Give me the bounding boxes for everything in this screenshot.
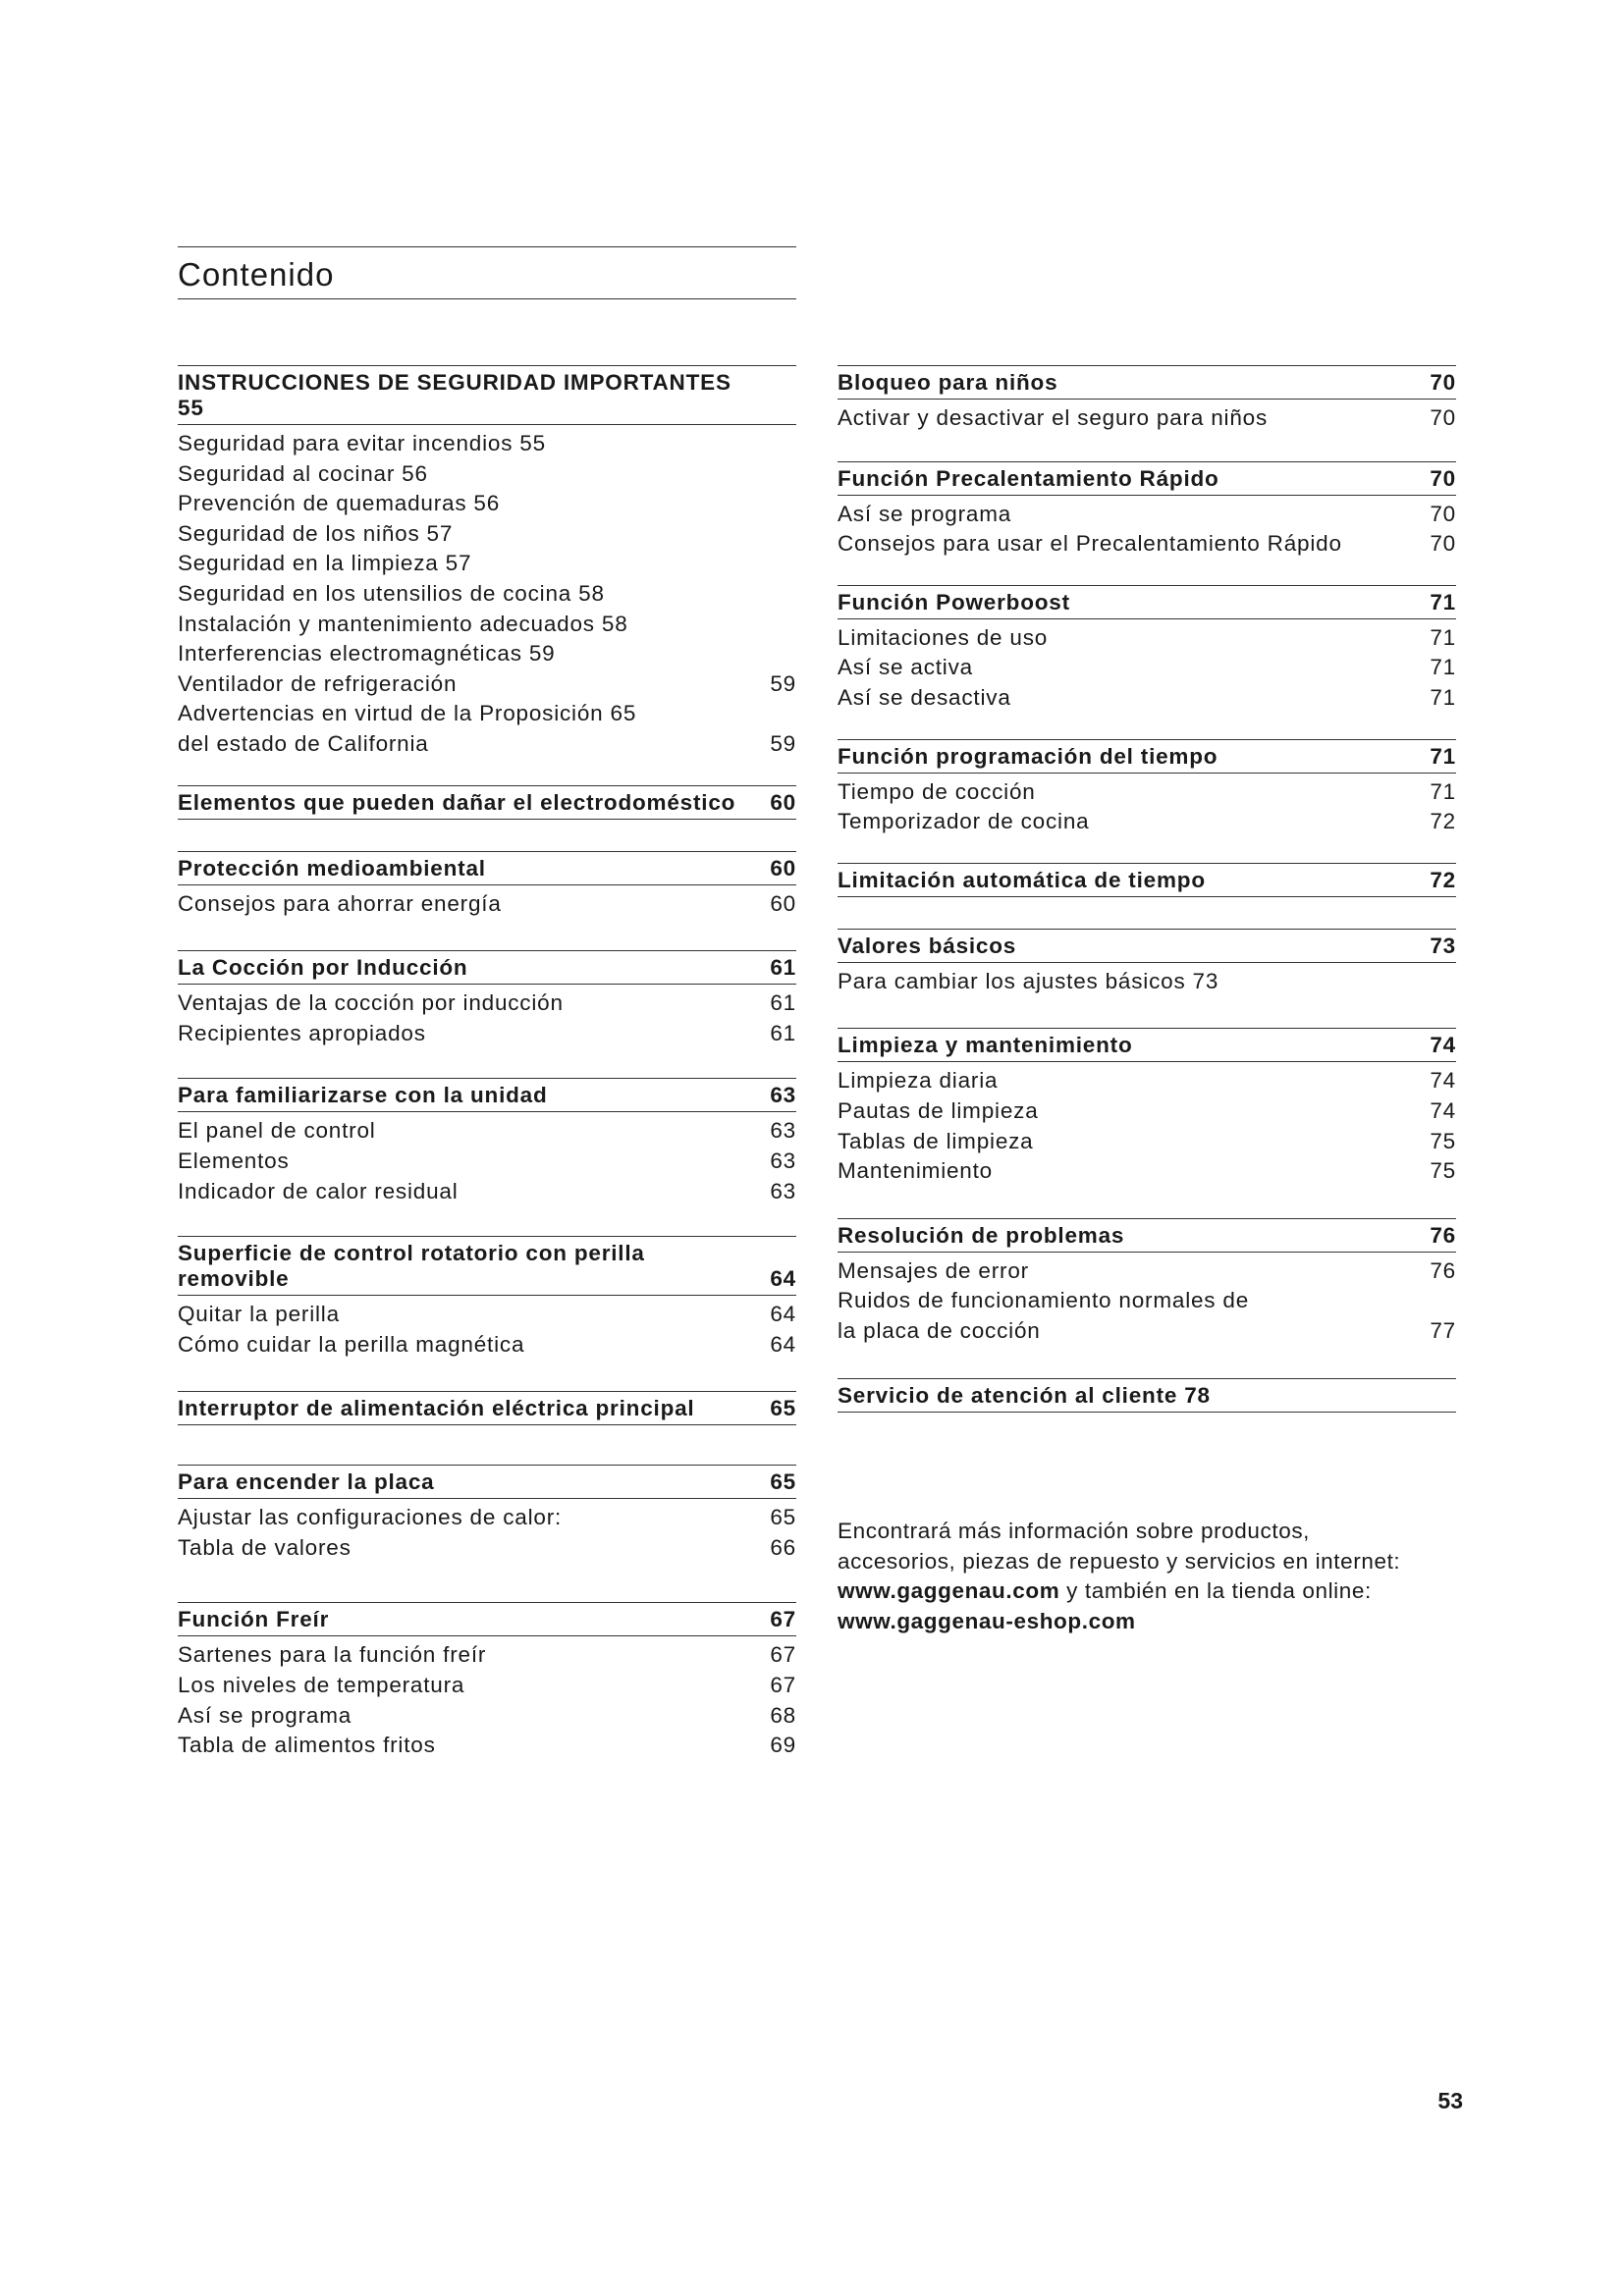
entry-page: 67 [770,1673,796,1698]
entry-title: Mantenimiento [838,1158,993,1184]
info-line-2: accesorios, piezas de repuesto y servicios en internet: [838,1548,1401,1574]
section-title: Servicio de atención al cliente 78 [838,1382,1211,1408]
info-line-4 [838,1607,1486,1637]
gaggenau-eshop-link[interactable]: www.gaggenau-eshop.com [838,1608,1136,1633]
toc-section [178,851,796,920]
toc-section-heading[interactable] [178,1602,796,1636]
section-page: 76 [1430,1222,1456,1248]
entry-page: 71 [1430,624,1456,650]
entry-page: 71 [1430,778,1456,804]
toc-section [838,1218,1456,1347]
entry-title: Tiempo de cocción [838,778,1036,804]
entry-page: 77 [1430,1317,1456,1343]
entry-title: Advertencias en virtud de la Proposición 65 [178,701,637,726]
toc-entry[interactable] [178,639,796,669]
toc-left-column [178,365,796,1761]
entry-title: Seguridad en la limpieza 57 [178,551,472,576]
toc-entry[interactable] [178,889,796,920]
entry-title: Consejos para usar el Precalentamiento Rápido [838,531,1342,557]
section-title: Interruptor de alimentación eléctrica principal [178,1396,695,1421]
entry-page: 59 [770,670,796,696]
entry-page: 63 [770,1118,796,1144]
toc-section-heading[interactable] [178,1465,796,1499]
entry-title: Seguridad de los niños 57 [178,520,454,546]
entry-page: 71 [1430,655,1456,680]
toc-entry[interactable] [178,1147,796,1177]
entry-page: 59 [770,730,796,756]
entry-page: 67 [770,1642,796,1668]
entry-page: 70 [1430,531,1456,557]
toc-entry[interactable] [178,1701,796,1732]
toc-entry[interactable] [178,519,796,550]
toc-entry[interactable] [838,1316,1456,1347]
toc-entry[interactable] [838,1156,1456,1187]
section-title: Función Powerboost [838,589,1070,614]
entry-title: Interferencias electromagnéticas 59 [178,641,556,667]
entry-page: 68 [770,1702,796,1728]
entry-title: Pautas de limpieza [838,1097,1039,1123]
entry-page: 71 [1430,684,1456,710]
entry-title: Recipientes apropiados [178,1020,426,1045]
section-title: Limpieza y mantenimiento [838,1033,1133,1058]
entry-title: Elementos [178,1148,290,1173]
entry-title: Tabla de valores [178,1534,352,1560]
entry-page: 74 [1430,1097,1456,1123]
section-title: Protección medioambiental [178,855,486,881]
toc-entry[interactable] [178,549,796,579]
entry-title: Temporizador de cocina [838,809,1090,834]
toc-right-column [838,365,1456,1413]
section-page: 63 [770,1083,796,1108]
toc-section [178,1602,796,1760]
toc-section [178,1465,796,1563]
section-page: 60 [770,855,796,881]
section-title: Limitación automática de tiempo [838,867,1206,892]
entry-page [757,639,796,669]
toc-entry[interactable] [178,1503,796,1533]
toc-entry[interactable] [178,729,796,760]
toc-section-heading[interactable] [838,863,1456,897]
entry-page: 63 [770,1148,796,1173]
section-page: 65 [770,1396,796,1421]
toc-entry[interactable] [838,653,1456,683]
toc-section [838,929,1456,997]
toc-section [838,585,1456,714]
toc-section [838,1028,1456,1186]
entry-page [1417,1286,1456,1316]
entry-title: Tablas de limpieza [838,1128,1034,1153]
toc-section-heading[interactable] [178,785,796,820]
toc-section-heading[interactable] [838,1378,1456,1413]
section-title: INSTRUCCIONES DE SEGURIDAD IMPORTANTES 55 [178,370,731,420]
entry-title: Quitar la perilla [178,1302,340,1327]
entry-title: Así se desactiva [838,684,1011,710]
toc-entry[interactable] [838,529,1456,560]
toc-section-heading[interactable] [838,739,1456,774]
toc-entry[interactable] [838,777,1456,808]
entry-page [757,549,796,579]
entry-page: 64 [770,1302,796,1327]
entry-title: Para cambiar los ajustes básicos 73 [838,968,1219,993]
toc-entry[interactable] [178,1731,796,1761]
page-title: Contenido [178,246,796,299]
toc-section-heading[interactable] [838,585,1456,619]
toc-section-heading[interactable] [838,1218,1456,1253]
entry-page [757,579,796,610]
entry-title: Activar y desactivar el seguro para niños [838,405,1268,430]
entry-title: Mensajes de error [838,1257,1029,1283]
toc-section [178,785,796,820]
entry-title: Ventilador de refrigeración [178,670,458,696]
section-page: 65 [770,1469,796,1495]
toc-section [838,1378,1456,1413]
entry-title: Ventajas de la cocción por inducción [178,990,564,1016]
toc-entry[interactable] [838,623,1456,654]
entry-page: 66 [770,1534,796,1560]
entry-title: del estado de California [178,730,429,756]
entry-page: 65 [770,1505,796,1530]
entry-title: Sartenes para la función freír [178,1642,487,1668]
toc-section [178,1236,796,1360]
toc-section [178,950,796,1048]
toc-section [178,1391,796,1425]
section-title: Para encender la placa [178,1469,435,1495]
toc-section [838,739,1456,837]
section-page: 64 [770,1266,796,1292]
toc-entry[interactable] [178,1116,796,1147]
toc-section-heading[interactable] [178,1236,796,1296]
entry-page: 72 [1430,809,1456,834]
toc-entry[interactable] [178,1330,796,1361]
section-title: Función Freír [178,1607,330,1632]
toc-section-heading[interactable] [838,461,1456,496]
entry-title: Seguridad al cocinar 56 [178,460,428,486]
gaggenau-link[interactable]: www.gaggenau.com [838,1578,1060,1604]
toc-entry[interactable] [178,1019,796,1049]
toc-entry[interactable] [178,1640,796,1671]
entry-page [757,610,796,640]
entry-title: Ruidos de funcionamiento normales de [838,1288,1250,1313]
entry-title: Así se programa [178,1702,352,1728]
toc-entry[interactable] [838,1066,1456,1096]
toc-section [178,1078,796,1206]
section-page: 60 [770,789,796,815]
entry-title: Limitaciones de uso [838,624,1049,650]
entry-page: 70 [1430,405,1456,430]
toc-section [838,863,1456,897]
toc-entry[interactable] [178,1177,796,1207]
toc-entry[interactable] [838,403,1456,434]
toc-entry[interactable] [838,967,1456,997]
entry-page [1417,967,1456,997]
section-title: Para familiarizarse con la unidad [178,1083,548,1108]
toc-entry[interactable] [838,500,1456,530]
toc-entry[interactable] [838,1096,1456,1127]
entry-page: 61 [770,1020,796,1045]
title-block [178,246,796,299]
toc-entry[interactable] [178,669,796,700]
toc-entry[interactable] [178,610,796,640]
section-title: Superficie de control rotatorio con perilla removible [178,1241,645,1292]
entry-title: Prevención de quemaduras 56 [178,491,501,516]
section-page: 71 [1430,589,1456,614]
entry-page [757,459,796,490]
entry-page: 74 [1430,1068,1456,1094]
entry-page: 75 [1430,1128,1456,1153]
section-title: Valores básicos [838,933,1017,958]
entry-title: la placa de cocción [838,1317,1041,1343]
entry-title: Indicador de calor residual [178,1178,459,1203]
section-page: 72 [1430,867,1456,892]
section-page: 67 [770,1607,796,1632]
entry-page: 64 [770,1331,796,1357]
toc-section [178,365,796,760]
section-page: 74 [1430,1033,1456,1058]
entry-page [757,699,796,729]
section-page: 70 [1430,370,1456,395]
toc-section-heading[interactable] [178,365,796,425]
entry-title: Limpieza diaria [838,1068,999,1094]
entry-title: Seguridad para evitar incendios 55 [178,431,546,455]
toc-section-heading[interactable] [838,929,1456,963]
toc-entry[interactable] [178,1300,796,1330]
page-number: 53 [1437,2088,1463,2113]
toc-entry[interactable] [838,1286,1456,1316]
toc-entry[interactable] [178,429,796,459]
section-title: Elementos que pueden dañar el electrodoméstico [178,789,736,815]
section-page: 73 [1430,933,1456,958]
section-title: Bloqueo para niños [838,370,1058,395]
info-line-1: Encontrará más información sobre productos, [838,1519,1311,1543]
entry-title: Seguridad en los utensilios de cocina 58 [178,580,605,606]
toc-entry[interactable] [838,683,1456,714]
entry-page: 70 [1430,501,1456,526]
toc-section [838,365,1456,434]
entry-title: Instalación y mantenimiento adecuados 58 [178,611,628,636]
entry-page: 63 [770,1178,796,1203]
entry-title: Ajustar las configuraciones de calor: [178,1505,563,1530]
section-title: Función programación del tiempo [838,743,1218,769]
info-line-3-suffix: y también en la tienda online: [1059,1578,1372,1604]
toc-section-heading[interactable] [838,1028,1456,1062]
toc-entry[interactable] [178,988,796,1019]
entry-page [757,519,796,550]
entry-page: 61 [770,990,796,1016]
toc-entry[interactable] [178,459,796,490]
entry-title: Cómo cuidar la perilla magnética [178,1331,525,1357]
entry-title: Consejos para ahorrar energía [178,890,502,916]
toc-section-heading[interactable] [178,851,796,885]
toc-entry[interactable] [178,1533,796,1564]
toc-section-heading[interactable] [178,1391,796,1425]
toc-section-heading[interactable] [178,1078,796,1112]
section-title: Función Precalentamiento Rápido [838,465,1219,491]
entry-title: Tabla de alimentos fritos [178,1733,436,1758]
toc-entry[interactable] [178,579,796,610]
toc-section [838,461,1456,560]
entry-page: 60 [770,890,796,916]
toc-section-heading[interactable] [838,365,1456,400]
info-block [838,1517,1486,1636]
entry-title: Así se activa [838,655,973,680]
toc-entry[interactable] [178,1671,796,1701]
entry-title: El panel de control [178,1118,376,1144]
toc-entry[interactable] [178,489,796,519]
toc-entry[interactable] [838,807,1456,837]
entry-page: 75 [1430,1158,1456,1184]
entry-page: 76 [1430,1257,1456,1283]
toc-entry[interactable] [838,1256,1456,1287]
entry-title: Los niveles de temperatura [178,1673,465,1698]
info-line-3 [838,1576,1486,1607]
entry-page: 69 [770,1733,796,1758]
entry-page [757,429,796,459]
entry-title: Así se programa [838,501,1012,526]
toc-entry[interactable] [838,1127,1456,1157]
section-page: 70 [1430,465,1456,491]
section-title: La Cocción por Inducción [178,955,468,981]
section-page: 61 [770,955,796,981]
toc-entry[interactable] [178,699,796,729]
section-title: Resolución de problemas [838,1222,1125,1248]
toc-section-heading[interactable] [178,950,796,985]
entry-page [757,489,796,519]
section-page: 71 [1430,743,1456,769]
